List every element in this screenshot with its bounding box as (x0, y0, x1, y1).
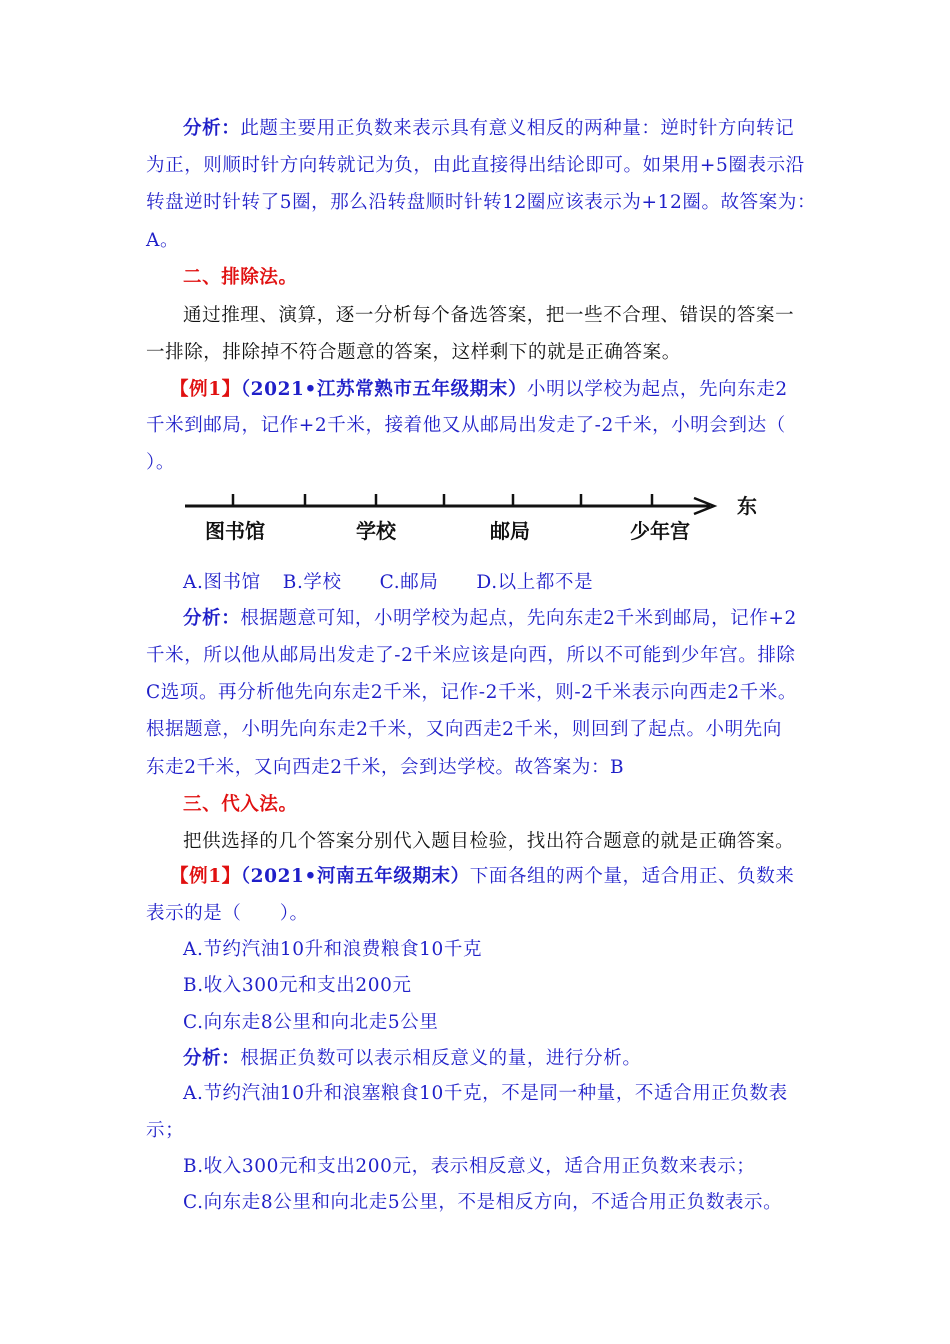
text: 根据题意可知，小明学校为起点，先向东走2千米到邮局，记作+2 (240, 608, 797, 629)
example-1-question-line-1 (170, 377, 788, 403)
section-2-desc-line-1: 通过推理、演算，逐一分析每个备选答案，把一些不合理、错误的答案一 (183, 305, 795, 326)
example-2-question-line-2: 表示的是（ ）。 (146, 903, 309, 924)
example-source: （2021•河南五年级期末） (240, 866, 470, 887)
example-2-option-b: B.收入300元和支出200元 (183, 975, 412, 996)
example-2-analysis-c: C.向东走8公里和向北走5公里，不是相反方向，不适合用正负数表示。 (183, 1192, 783, 1213)
analysis-label: 分析： (183, 118, 241, 139)
example-source: （2021•江苏常熟市五年级期末） (240, 379, 528, 400)
text: 小明以学校为起点，先向东走2 (527, 379, 788, 400)
option-b: B.学校 (282, 572, 342, 593)
example-1-question-line-2: 千米到邮局，记作+2千米，接着他又从邮局出发走了-2千米，小明会到达（ (146, 415, 786, 436)
example-label: 【例1】 (170, 866, 241, 887)
number-line-figure (180, 484, 780, 554)
text: 下面各组的两个量，适合用正、负数来 (469, 866, 795, 887)
example-2-option-c: C.向东走8公里和向北走5公里 (183, 1012, 439, 1033)
example-1-analysis-line-3: C选项。再分析他先向东走2千米，记作-2千米，则-2千米表示向西走2千米。 (146, 682, 797, 703)
option-d: D.以上都不是 (476, 572, 594, 593)
east-label: 东 (737, 494, 757, 518)
figure-label-school: 学校 (356, 519, 396, 543)
example-2-analysis-a-line-2: 示； (146, 1120, 185, 1141)
intro-analysis-line-3: 转盘逆时针转了5圈，那么沿转盘顺时针转12圈应该表示为+12圈。故答案为： (146, 192, 817, 213)
figure-label-library: 图书馆 (205, 519, 265, 543)
example-2-option-a: A.节约汽油10升和浪费粮食10千克 (183, 939, 483, 960)
example-1-analysis-line-4: 根据题意，小明先向东走2千米，又向西走2千米，则回到了起点。小明先向 (146, 719, 782, 740)
section-2-desc-line-2: 一排除，排除掉不符合题意的答案，这样剩下的就是正确答案。 (146, 342, 681, 363)
analysis-label: 分析： (183, 1048, 241, 1069)
example-1-analysis-line-1 (183, 606, 797, 632)
figure-label-post-office: 邮局 (490, 519, 530, 543)
text: 此题主要用正负数来表示具有意义相反的两种量：逆时针方向转记 (240, 118, 795, 139)
text: 根据正负数可以表示相反意义的量，进行分析。 (240, 1048, 642, 1069)
section-2-heading: 二、排除法。 (183, 267, 298, 288)
intro-analysis-line-4: A。 (146, 230, 180, 251)
example-2-analysis-line-1 (183, 1046, 641, 1072)
option-a: A.图书馆 (183, 572, 261, 593)
example-label: 【例1】 (170, 379, 241, 400)
figure-label-youth-palace: 少年宫 (630, 519, 690, 543)
intro-analysis-line-2: 为正，则顺时针方向转就记为负，由此直接得出结论即可。如果用+5圈表示沿 (146, 155, 805, 176)
section-3-desc-line-1: 把供选择的几个答案分别代入题目检验，找出符合题意的就是正确答案。 (183, 831, 795, 852)
example-1-analysis-line-5: 东走2千米，又向西走2千米，会到达学校。故答案为：B (146, 757, 625, 778)
option-c: C.邮局 (379, 572, 439, 593)
analysis-label: 分析： (183, 608, 241, 629)
example-1-question-line-3: ）。 (146, 452, 175, 473)
section-3-heading: 三、代入法。 (183, 794, 298, 815)
intro-analysis-line-1 (183, 116, 794, 142)
example-1-options (183, 570, 593, 596)
example-2-analysis-b: B.收入300元和支出200元，表示相反意义，适合用正负数来表示； (183, 1156, 756, 1177)
example-2-question-line-1 (170, 864, 794, 890)
example-2-analysis-a-line-1: A.节约汽油10升和浪塞粮食10千克，不是同一种量，不适合用正负数表 (183, 1083, 788, 1104)
example-1-analysis-line-2: 千米，所以他从邮局出发走了-2千米应该是向西，所以不可能到少年宫。排除 (146, 645, 796, 666)
